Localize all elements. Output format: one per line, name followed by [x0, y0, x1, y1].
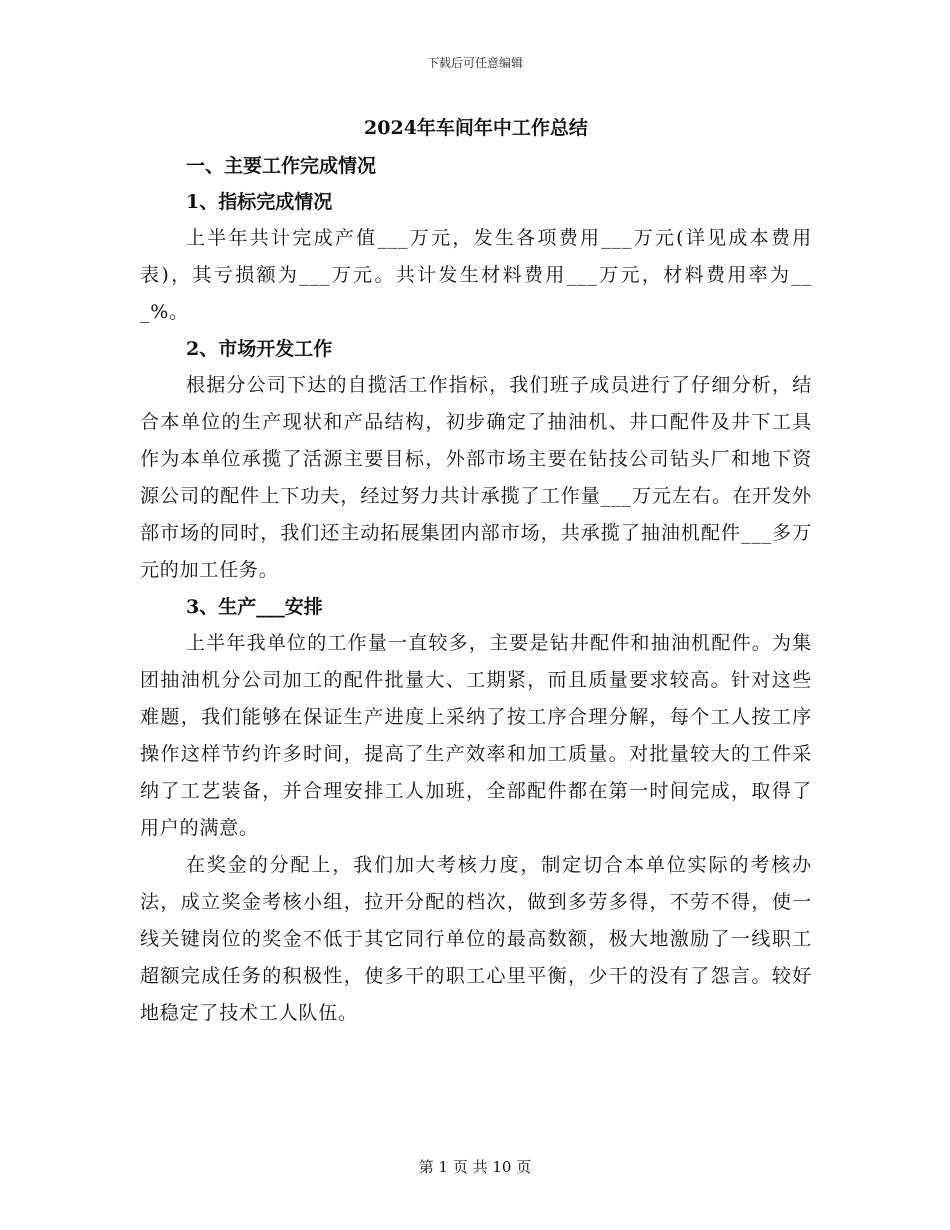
document-body — [140, 114, 812, 1032]
paragraph-indicators: 上半年共计完成产值___万元，发生各项费用___万元(详见成本费用表)，其亏损额为___万元。共计发生材料费用___万元，材料费用率为___%。 — [140, 227, 812, 323]
page-header-note: 下载后可任意编辑 — [426, 56, 523, 70]
section-heading-main-work: 一、主要工作完成情况 — [186, 155, 377, 177]
document-title: 2024年车间年中工作总结 — [364, 117, 588, 139]
subsection-heading-market: 2、市场开发工作 — [186, 338, 333, 360]
subsection-heading-indicators: 1、指标完成情况 — [186, 191, 333, 213]
paragraph-market: 根据分公司下达的自揽活工作指标，我们班子成员进行了仔细分析，结合本单位的生产现状和产品结构，初步确定了抽油机、井口配件及井下工具作为本单位承揽了活源主要目标，外部市场主要在钻技公司钻头厂和地下资源公司的配件上下功夫，经过努力共计承揽了工作量___万元左右。在开发外部市场的同时，我们还主动拓展集团内部市场，共承揽了抽油机配件___多万元的加工任务。 — [140, 374, 812, 581]
paragraph-production: 上半年我单位的工作量一直较多，主要是钻井配件和抽油机配件。为集团抽油机分公司加工的配件批量大、工期紧，而且质量要求较高。针对这些难题，我们能够在保证生产进度上采纳了按工序合理分解，每个工人按工序操作这样节约许多时间，提高了生产效率和加工质量。对批量较大的工件采纳了工艺装备，并合理安排工人加班，全部配件都在第一时间完成，取得了用户的满意。 — [140, 632, 812, 839]
subsection-heading-production: 3、生产___安排 — [186, 596, 323, 618]
paragraph-bonus: 在奖金的分配上，我们加大考核力度，制定切合本单位实际的考核办法，成立奖金考核小组，拉开分配的档次，做到多劳多得，不劳不得，使一线关键岗位的奖金不低于其它同行单位的最高数额，极大地激励了一线职工超额完成任务的积极性，使多干的职工心里平衡，少干的没有了怨言。较好地稳定了技术工人队伍。 — [140, 854, 812, 1024]
page-number-footer: 第 1 页 共 10 页 — [418, 1158, 532, 1176]
